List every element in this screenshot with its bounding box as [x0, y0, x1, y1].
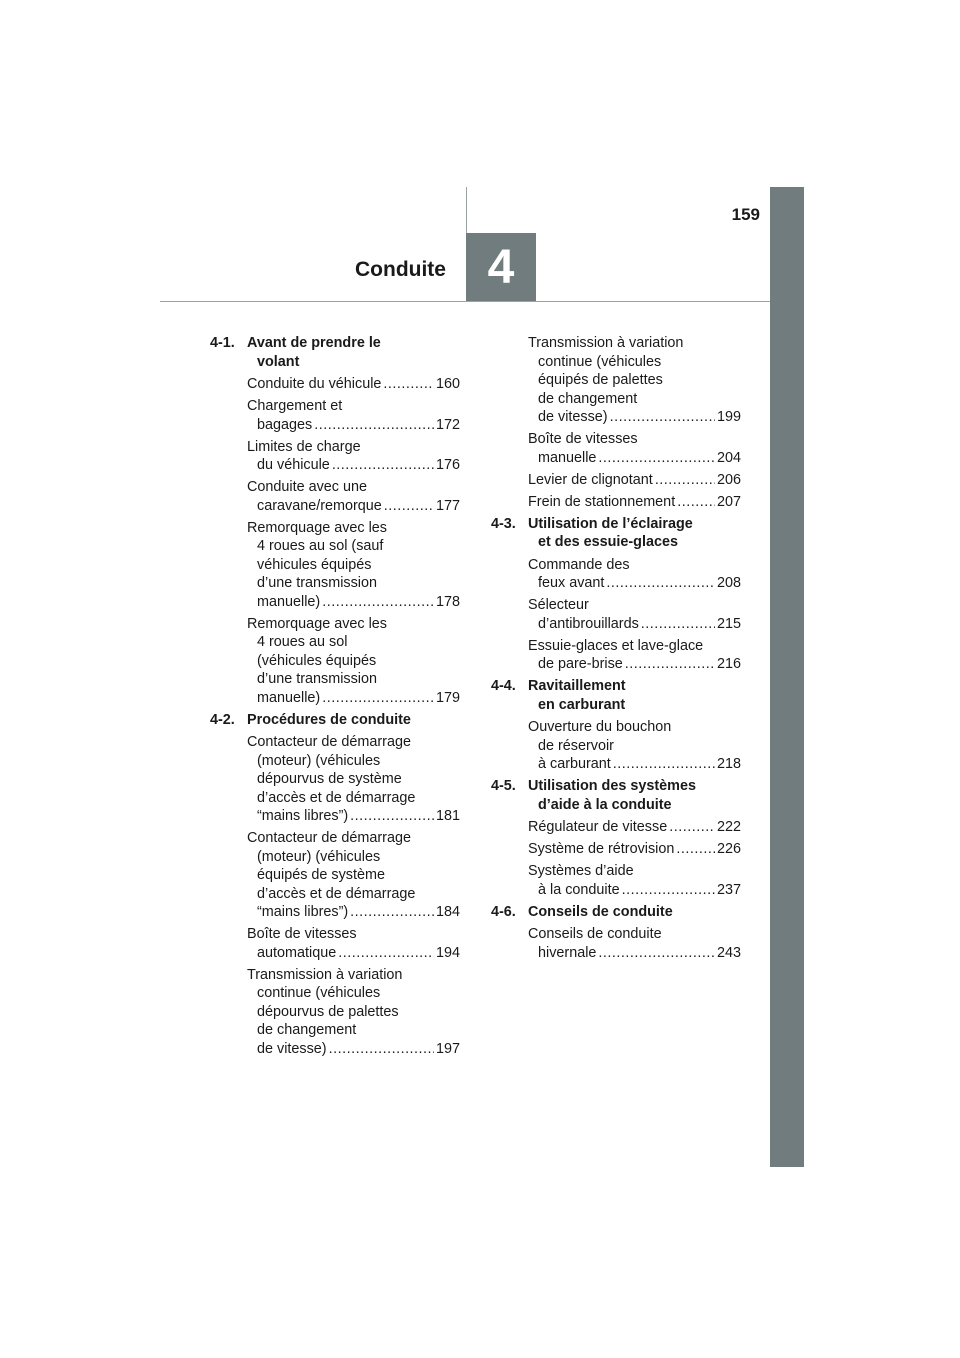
toc-entry-line: d’une transmission	[257, 671, 377, 687]
toc-column-left	[210, 334, 460, 1062]
toc-entry-line: véhicules équipés	[257, 556, 372, 573]
toc-entry-page[interactable]: 237	[716, 881, 741, 898]
toc-entry-line: d’accès et de démarrage	[257, 789, 416, 806]
toc-section-title-line: Ravitaillement	[528, 678, 626, 694]
toc-entry[interactable]	[247, 519, 460, 612]
toc-leader-dots	[606, 574, 715, 593]
toc-leader-dots	[314, 416, 434, 435]
toc-entry[interactable]	[528, 840, 741, 859]
toc-entry[interactable]	[247, 438, 460, 475]
toc-section-number: 4-1.	[210, 335, 235, 351]
toc-leader-dots	[384, 497, 434, 516]
toc-entry[interactable]	[247, 966, 460, 1059]
toc-leader-dots	[322, 689, 434, 708]
toc-entry[interactable]	[528, 471, 741, 490]
toc-entry-line: Remorquage avec les	[247, 519, 387, 536]
toc-entry[interactable]	[528, 556, 741, 593]
toc-section-title	[491, 777, 741, 814]
toc-entry[interactable]	[247, 615, 460, 708]
toc-entry-text: manuelle)	[257, 593, 321, 610]
toc-entry-text: de pare-brise	[538, 656, 623, 672]
toc-entry-line: Commande des	[528, 556, 630, 573]
toc-section-number: 4-3.	[491, 515, 516, 532]
toc-entry-last-line	[528, 655, 741, 674]
toc-entry-line: (moteur) (véhicules	[257, 848, 381, 865]
toc-entry-last-line	[528, 615, 741, 634]
toc-entry-text: “mains libres”)	[257, 808, 349, 824]
toc-entry-last-line	[528, 755, 741, 774]
toc-entry-line: 4 roues au sol (sauf	[257, 538, 384, 554]
chapter-number: 4	[487, 240, 515, 294]
toc-section-heading	[491, 515, 741, 552]
toc-leader-dots	[350, 807, 434, 826]
toc-leader-dots	[598, 944, 715, 963]
toc-entry-last-line	[528, 471, 741, 490]
toc-section-title	[210, 711, 460, 730]
toc-section-heading	[491, 677, 741, 714]
toc-entry[interactable]	[528, 637, 741, 674]
toc-section-title-line: d’aide à la conduite	[538, 796, 672, 813]
toc-entry-line: de réservoir	[538, 737, 614, 754]
toc-entry-page[interactable]: 222	[716, 819, 741, 835]
toc-leader-dots	[622, 881, 715, 900]
toc-section-title-line: Avant de prendre le	[247, 335, 381, 351]
header-horizontal-rule	[160, 301, 770, 302]
toc-entry[interactable]	[247, 733, 460, 826]
toc-leader-dots	[655, 471, 715, 490]
toc-entry-text: Conduite du véhicule	[247, 376, 382, 392]
toc-entry-last-line	[528, 818, 741, 837]
toc-leader-dots	[613, 755, 715, 774]
toc-entry-last-line	[528, 449, 741, 468]
toc-entry-text: caravane/remorque	[257, 497, 382, 514]
toc-leader-dots	[338, 944, 434, 963]
toc-section-title-line: Conseils de conduite	[528, 903, 673, 920]
toc-entry[interactable]	[528, 334, 741, 427]
toc-entry-line: équipés de palettes	[538, 372, 663, 388]
toc-leader-dots	[676, 840, 715, 859]
chapter-title: Conduite	[355, 258, 446, 281]
toc-entry-line: dépourvus de système	[257, 771, 402, 787]
toc-section-title	[491, 515, 741, 552]
toc-section-number: 4-4.	[491, 678, 516, 694]
toc-leader-dots	[322, 593, 434, 612]
toc-entry-line: Transmission à variation	[528, 335, 684, 351]
toc-section-heading	[491, 903, 741, 922]
toc-section-title-line: Utilisation des systèmes	[528, 778, 696, 794]
toc-entry-text: Levier de clignotant	[528, 471, 653, 488]
toc-entry-last-line	[247, 456, 460, 475]
header-vertical-rule	[466, 187, 467, 233]
toc-entry-text: hivernale	[538, 944, 597, 961]
toc-entry-page[interactable]: 206	[716, 471, 741, 488]
toc-entry-page[interactable]: 199	[716, 409, 741, 425]
toc-entry-last-line	[247, 689, 460, 708]
toc-entry-line: Sélecteur	[528, 597, 589, 613]
toc-entry[interactable]	[528, 493, 741, 512]
toc-entry-line: Conseils de conduite	[528, 926, 662, 942]
toc-entry-text: automatique	[257, 944, 337, 961]
toc-entry[interactable]	[528, 862, 741, 899]
toc-entry-last-line	[247, 375, 460, 394]
toc-entry-page[interactable]: 184	[435, 904, 460, 920]
toc-entry-line: Limites de charge	[247, 438, 361, 455]
toc-section-title-line: et des essuie-glaces	[538, 534, 678, 550]
toc-entry-text: feux avant	[538, 575, 605, 591]
toc-section-title-line: en carburant	[538, 696, 626, 713]
toc-entry-line: Boîte de vitesses	[247, 926, 357, 942]
toc-entry-page[interactable]: 181	[435, 808, 460, 824]
toc-entry-page[interactable]: 179	[435, 689, 460, 706]
toc-entry-line: Contacteur de démarrage	[247, 734, 411, 750]
toc-entry-last-line	[528, 840, 741, 859]
toc-entry-last-line	[247, 416, 460, 435]
toc-entry-text: manuelle	[538, 449, 597, 466]
toc-leader-dots	[625, 655, 715, 674]
toc-entry[interactable]	[528, 718, 741, 774]
toc-entry-text: d’antibrouillards	[538, 615, 639, 632]
toc-section-title	[491, 677, 741, 714]
toc-entry-page[interactable]: 208	[716, 575, 741, 591]
toc-entry-text: à carburant	[538, 756, 611, 772]
toc-entry-line: Contacteur de démarrage	[247, 830, 411, 846]
toc-entry-page[interactable]: 176	[435, 457, 460, 473]
toc-section-title-line: Procédures de conduite	[247, 711, 411, 728]
toc-entry-text: Système de rétrovision	[528, 841, 675, 857]
toc-entry[interactable]	[247, 829, 460, 922]
page-number: 159	[731, 205, 760, 224]
toc-entry[interactable]	[528, 596, 741, 633]
toc-entry-page[interactable]: 177	[435, 497, 460, 514]
toc-entry-text: bagages	[257, 416, 313, 433]
toc-entry-last-line	[528, 881, 741, 900]
toc-leader-dots	[383, 375, 434, 394]
toc-entry-line: Chargement et	[247, 398, 343, 414]
toc-entry-last-line	[247, 903, 460, 922]
toc-entry[interactable]	[528, 430, 741, 467]
toc-section-heading	[210, 334, 460, 371]
toc-entry-text: à la conduite	[538, 881, 620, 898]
toc-entry-line: Ouverture du bouchon	[528, 719, 672, 735]
toc-entry-page[interactable]: 197	[435, 1040, 460, 1057]
toc-section-title	[491, 903, 741, 922]
toc-entry-line: (véhicules équipés	[257, 652, 377, 669]
toc-entry-last-line	[247, 1040, 460, 1059]
toc-leader-dots	[669, 818, 715, 837]
toc-entry[interactable]	[247, 925, 460, 962]
toc-entry-page[interactable]: 160	[435, 376, 460, 392]
toc-leader-dots	[641, 615, 715, 634]
toc-entry-line: continue (véhicules	[257, 985, 381, 1001]
toc-entry-line: d’une transmission	[257, 575, 377, 591]
toc-entry-text: Frein de stationnement	[528, 493, 676, 510]
toc-entry-text: de vitesse)	[257, 1040, 327, 1057]
toc-column-right	[491, 334, 741, 966]
toc-entry-text: “mains libres”)	[257, 904, 349, 920]
toc-entry-last-line	[528, 493, 741, 512]
toc-entry-last-line	[528, 574, 741, 593]
toc-entry-line: équipés de système	[257, 867, 385, 883]
toc-section-number: 4-6.	[491, 903, 516, 920]
toc-entry-text: manuelle)	[257, 689, 321, 706]
toc-entry-line: continue (véhicules	[538, 353, 662, 370]
toc-entry-page[interactable]: 207	[716, 493, 741, 510]
toc-entry-line: Boîte de vitesses	[528, 431, 638, 447]
toc-leader-dots	[332, 456, 434, 475]
chapter-number-box	[466, 233, 536, 301]
toc-entry-line: d’accès et de démarrage	[257, 885, 416, 902]
toc-entry-last-line	[528, 408, 741, 427]
toc-section-heading	[210, 711, 460, 730]
toc-section-title-line: volant	[257, 353, 300, 370]
toc-entry-line: de changement	[538, 390, 638, 407]
toc-entry-line: Remorquage avec les	[247, 615, 387, 632]
toc-entry[interactable]	[247, 397, 460, 434]
toc-entry-last-line	[247, 807, 460, 826]
toc-section-heading	[491, 777, 741, 814]
chapter-side-tab	[770, 187, 804, 1167]
toc-entry-line: (moteur) (véhicules	[257, 752, 381, 769]
toc-entry-page[interactable]: 218	[716, 756, 741, 772]
toc-section-title	[210, 334, 460, 371]
toc-entry[interactable]	[528, 925, 741, 962]
toc-leader-dots	[329, 1040, 434, 1059]
toc-section-title-line: Utilisation de l’éclairage	[528, 515, 693, 532]
toc-entry-text: de vitesse)	[538, 409, 608, 425]
toc-entry-line: Transmission à variation	[247, 966, 403, 983]
toc-entry-page[interactable]: 216	[716, 656, 741, 672]
toc-entry-text: du véhicule	[257, 457, 330, 473]
toc-entry-line: 4 roues au sol	[257, 634, 348, 650]
toc-entry-page[interactable]: 178	[435, 593, 460, 610]
toc-entry-line: de changement	[257, 1022, 357, 1038]
toc-leader-dots	[677, 493, 715, 512]
toc-entry-text: Régulateur de vitesse	[528, 819, 668, 835]
toc-entry-page[interactable]: 194	[435, 944, 460, 961]
toc-entry[interactable]	[247, 478, 460, 515]
toc-entry[interactable]	[528, 818, 741, 837]
toc-entry-page[interactable]: 172	[435, 416, 460, 433]
toc-entry-last-line	[528, 944, 741, 963]
toc-entry-last-line	[247, 944, 460, 963]
toc-entry-page[interactable]: 243	[716, 944, 741, 961]
toc-leader-dots	[598, 449, 715, 468]
toc-entry-last-line	[247, 497, 460, 516]
toc-entry-line: Essuie-glaces et lave-glace	[528, 637, 704, 654]
toc-entry-page[interactable]: 215	[716, 615, 741, 632]
toc-entry[interactable]	[247, 375, 460, 394]
toc-leader-dots	[610, 408, 715, 427]
toc-section-number: 4-5.	[491, 778, 516, 794]
toc-entry-line: Conduite avec une	[247, 479, 368, 495]
toc-section-number: 4-2.	[210, 711, 235, 728]
toc-entry-line: Systèmes d’aide	[528, 863, 634, 879]
toc-entry-last-line	[247, 593, 460, 612]
toc-entry-page[interactable]: 226	[716, 841, 741, 857]
toc-entry-line: dépourvus de palettes	[257, 1003, 399, 1020]
toc-leader-dots	[350, 903, 434, 922]
toc-entry-page[interactable]: 204	[716, 449, 741, 466]
